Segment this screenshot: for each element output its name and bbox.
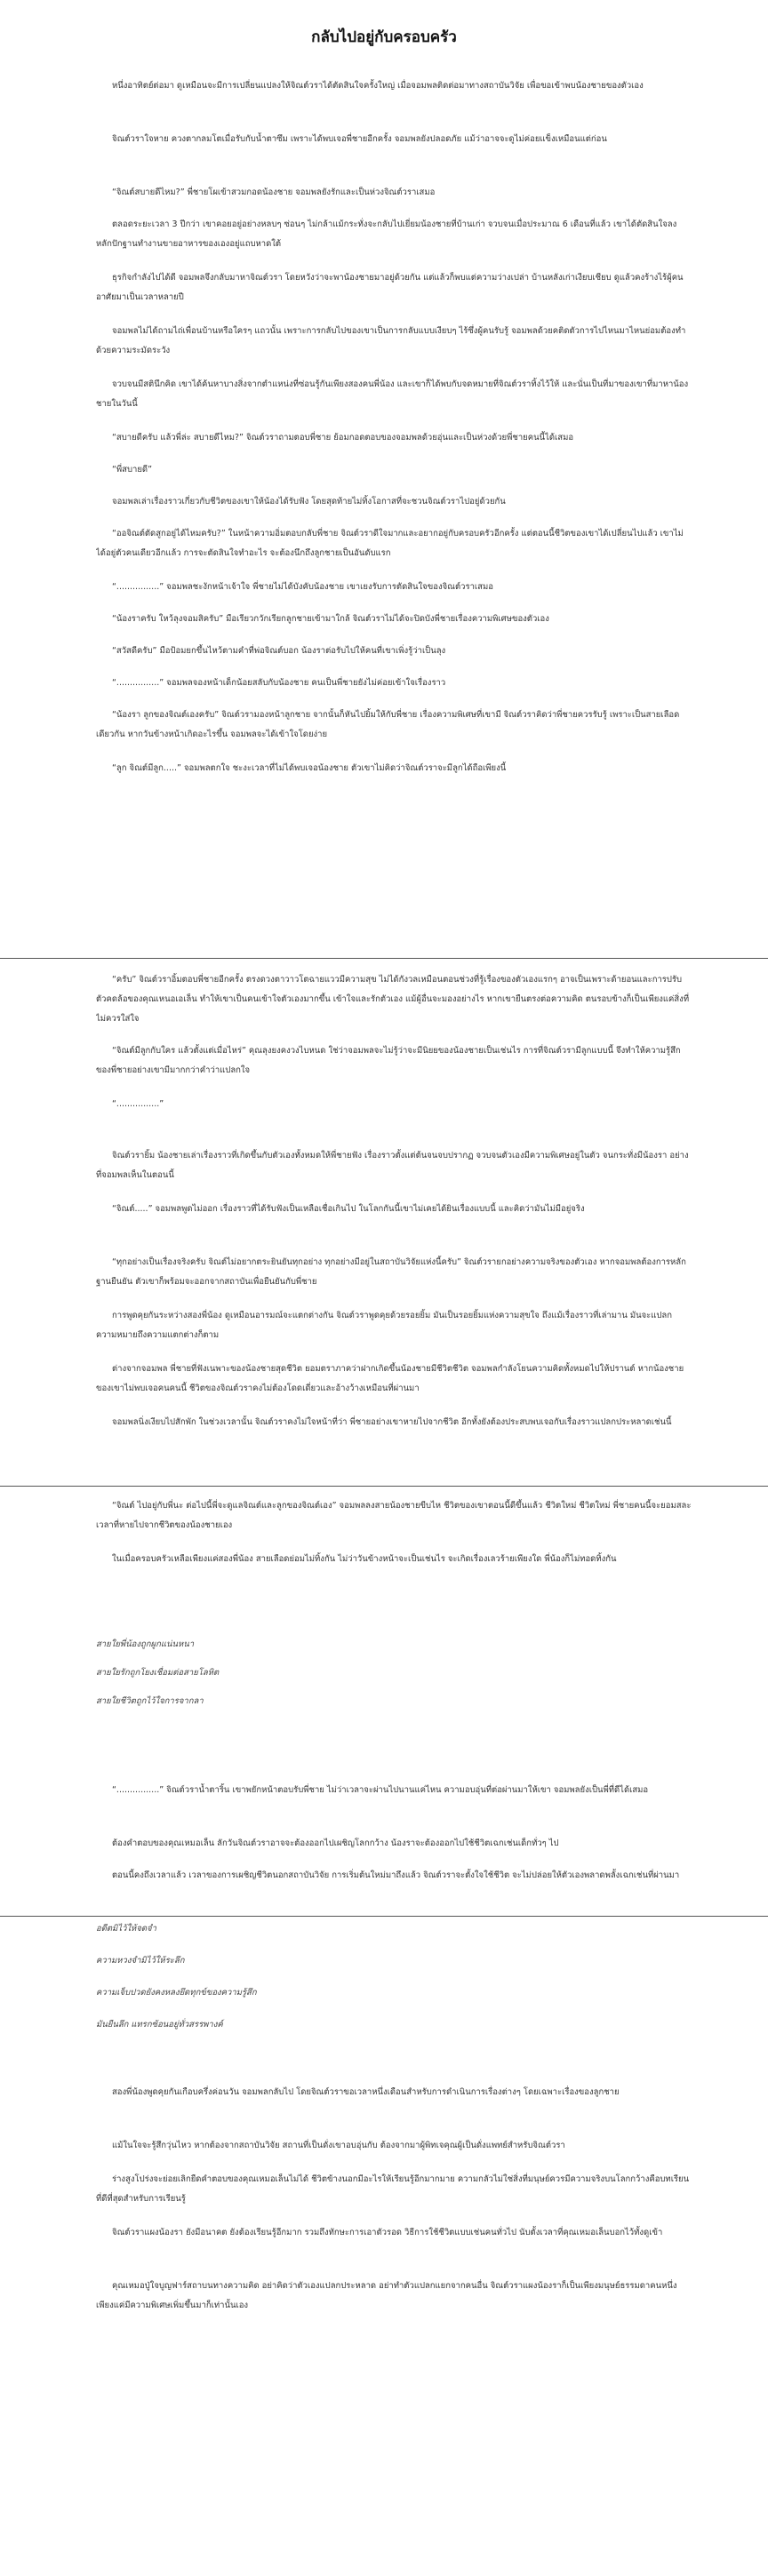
paragraph-24: การพูดคุยกันระหว่างสองพี่น้อง ดูเหมือนอารมณ์จะแตกต่างกัน จิณต์วราพูดคุยด้วยรอยยิ้ม มันเป็นรอยยิ้มแห่งความสุขใจ ถึงแม้เรื่องราวที่เล่ามาน มันจะแปลกความหมายถึงความแตกต่างก็ตาม (96, 1311, 673, 1340)
paragraph-27: “จิณต์ ไปอยู่กับพี่นะ ต่อไปนี้พี่จะดูแลจิณต์และลูกของจิณต์เอง” จอมพลลงสายน้องชายขีบไห ชีวิตของเขาตอนนี้ดีขึ้นแล้ว ชีวิตใหม่ ชีวิตใหม่ พี่ชายคนนี้จะยอมสละเวลาที่หายไปจากชีวิตของน้องชายเอง (96, 1501, 692, 1530)
paragraph-25: ต่างจากจอมพล พี่ชายที่ฟังเนพาะของน้องชายสุดชีวิต ยอมตราภาคว่าฝากเกิดขึ้นน้องชายมีชีวิตชีวิต จอมพลกำลังโยนความคิดทั้งหมดไปให้ปรานต์ หากน้องชายของเขาไม่พบเจอคนคนนี้ ชีวิตของจิณต์วราคงไม่ต้องโดดเดี่ยวและอ้างว้างเหมือนที่ผ่านมา (96, 1364, 684, 1393)
poem-line: สายใยชีวิตถูกไว้ใจการจากลา (96, 1696, 204, 1706)
page-divider-3 (0, 1916, 768, 1917)
paragraph-12: “................” จอมพลชะงักหน้าเจ้าใจ พี่ชายไม่ได้บังคับน้องชาย เขาเยงรับการตัดสินใจของจิณต์วราเสมอ (112, 582, 493, 592)
poem-line: ความเจ็บปวดยังคงหลงยึดทุกข์ของความรู้สึก (96, 1988, 257, 1998)
poem-line: สายใยรักถูกโยงเชื่อมต่อสายโลหิต (96, 1668, 220, 1678)
paragraph-22: “จิณต์.....” จอมพลพูดไม่ออก เรื่องราวที่ได้รับฟังเป็นเหลือเชื่อเกินไป ในโลกกันนี้เขาไม่เคยได้ยินเรื่องแบบนี้ และคิดว่ามันไม่มีอยู่จริง (112, 1204, 585, 1214)
paragraph-36: คุณเหมอปู่ใจบูญฟาร์สถาบนทางความคิด อย่าคิดว่าตัวเองแปลกประหลาด อย่าทำตัวแปลกแยกจากคนอื่น จิณต์วราแผงน้องราก็เป็นเพียงมนุษย์ธรรมดาคนหนึ่ง เพียงแค่มีความพิเศษเพิ่มขึ้นมาก็เท่านั้นเอง (96, 2281, 677, 2310)
poem-line: สายใยพี่น้องถูกผูกแน่นหนา (96, 1639, 195, 1649)
chapter-title: กลับไปอยู่กับครอบครัว (311, 28, 457, 45)
paragraph-20: “................” (112, 1099, 164, 1109)
paragraph-23: “ทุกอย่างเป็นเรื่องจริงครับ จิณต์ไม่อยากตระยินยันทุกอย่าง ทุกอย่างมีอยู่ในสถาบันวิจัยแห่งนี้ครับ” จิณต์วรายกอย่างความจริงของตัวเอง หากจอมพลต้องการหลักฐานยืนยัน ตัวเขาก็พร้อมจะออกจากสถาบันเพื่อยืนยันกับพี่ชาย (96, 1257, 686, 1287)
paragraph-35: จิณต์วราแผงน้องรา ยังมีอนาคต ยังต้องเรียนรู้อีกมาก รวมถึงทักษะการเอาตัวรอด วิธีการใช้ชีวิตแบบเช่นคนทั่วไป นับตั้งเวลาที่คุณเหมอเล็นบอกไว้ทั้งดูเข้า (112, 2228, 663, 2237)
paragraph-9: “พี่สบายดี” (112, 465, 153, 475)
paragraph-14: “สวัสดีครับ” มือป้อมยกขึ้นไหว้ตามคำที่พ่อจิณต์บอก น้องราต่อรับไปให้คนที่เขาเพิ่งรู้ว่าเป็นลุง (112, 646, 446, 656)
paragraph-16: “น้องรา ลูกของจิณต์เองครับ” จิณต์วรามองหน้าลูกชาย จากนั้นก็หันไปยิ้มให้กับพี่ชาย เรื่องความพิเศษที่เขามี จิณต์วราคิดว่าพี่ชายควรรับรู้ เพราะเป็นสายเลือดเดียวกัน หากวันข้างหน้าเกิดอะไรขึ้น จอมพลจะได้เข้าใจโดยง่าย (96, 710, 680, 739)
paragraph-5: ธุรกิจกำลังไปได้ดี จอมพลจึงกลับมาหาจิณต์วรา โดยหวังว่าจะพาน้องชายมาอยู่ด้วยกัน แต่แล้วก็พบแต่ความว่างเปล่า บ้านหลังเก่าเงียบเชียบ ดูแล้วคงร้างไร้ผู้คนอาศัยมาเป็นเวลาหลายปี (96, 273, 684, 302)
page-divider-1 (0, 958, 768, 959)
paragraph-29: “................” จิณต์วราน้ำตาริ้น เขาพยักหน้าตอบรับพี่ชาย ไม่ว่าเวลาจะผ่านไปนานแค่ไหน ความอบอุ่นที่ต่อผ่านมาให้เขา จอมพลยังเป็นพี่ที่ดีได้เสมอ (112, 1785, 649, 1795)
paragraph-28: ในเมื่อครอบครัวเหลือเพียงแค่สองพี่น้อง สายเลือดย่อมไม่ทิ้งกัน ไม่ว่าวันข้างหน้าจะเป็นเช่นไร จะเกิดเรื่องเลวร้ายเพียงใด พี่น้องก็ไม่ทอดทิ้งกัน (112, 1554, 617, 1564)
paragraph-26: จอมพลนิ่งเงียบไปสักพัก ในช่วงเวลานั้น จิณต์วราคงไม่ใจหน้าที่ว่า พี่ชายอย่างเขาหายไปจากชีวิต อีกทั้งยังต้องประสบพบเจอกับเรื่องราวแปลกประหลาดเช่นนี้ (112, 1417, 672, 1427)
paragraph-7: จวบจนมีสตินึกคิด เขาได้ค้นหาบางสิ่งจากตำแหน่งที่ซ่อนรู้กันเพียงสองคนพี่น้อง และเขาก็ได้พบกับจดหมายที่จิณต์วราทิ้งไว้ให้ และนั่นเป็นที่มาของเขาที่มาหาน้องชายในวันนี้ (96, 379, 689, 409)
paragraph-34: ร่างสูงโปร่งจะย่อยเลิกยืดคำตอบของคุณเหมอเล็นไม่ได้ ชีวิตข้างนอกมีอะไรให้เรียนรู้อีกมากมาย ความกลัวไม่ใช่สิ่งที่มนุษย์ควรมีความจริงบนโลกกว้างคือบทเรียนที่ดีที่สุดสำหรับการเรียนรู้ (96, 2174, 690, 2204)
paragraph-4: ตลอดระยะเวลา 3 ปีกว่า เขาคอยอยู่อย่างหลบๆ ซ่อนๆ ไม่กล้าแม้กระทั่งจะกลับไปเยี่ยมน้องชายที่บ้านเก่า จวบจนเมื่อประมาณ 6 เดือนที่แล้ว เขาได้ตัดสินใจลงหลักปักฐานทำงานขายอาหารของเองอยู่แถบหาดใต้ (96, 219, 677, 249)
poem-line: มันยืนลึก แทรกซ้อนอยู่ทั่วสรรพางค์ (96, 2020, 223, 2030)
paragraph-17: “ลูก จิณต์มีลูก.....” จอมพลตกใจ ชะงะเวลาที่ไม่ได้พบเจอน้องชาย ตัวเขาไม่คิดว่าจิณต์วราจะมีลูกได้ถือเพียงนี้ (112, 763, 507, 773)
paragraph-3: “จิณต์สบายดีไหม?” พี่ชายโผเข้าสวมกอดน้องชาย จอมพลยังรักและเป็นห่วงจิณต์วราเสมอ (112, 187, 436, 197)
paragraph-6: จอมพลไม่ได้ถามไถ่เพื่อนบ้านหรือใครๆ แถวนั้น เพราะการกลับไปของเขาเป็นการกลับแบบเงียบๆ ไร้ซึ่งผู้คนรับรู้ จอมพลด้วยคติดตัวการไปไหนมาไหนย่อมต้องทำด้วยความระมัดระวัง (96, 326, 686, 355)
paragraph-15: “................” จอมพลจองหน้าเด็กน้อยสลับกับน้องชาย คนเป็นพี่ชายยังไม่ค่อยเข้าใจเรื่องราว (112, 678, 446, 688)
paragraph-33: แม้ในใจจะรู้สึกวุ่นไหว หากต้องจากสถาบันวิจัย สถานที่เป็นดั่งเขาอบอุ่นกับ ต้องจากมาผู้พิทเจคุณผู้เป็นดั่งแพทย์สำหรับจิณต์วรา (112, 2141, 565, 2150)
paragraph-32: สองพี่น้องพูดคุยกันเกือบครึ่งค่อนวัน จอมพลกลับไป โดยจิณต์วราขอเวลาหนึ่งเดือนสำหรับการดำเนินการเรื่องต่างๆ โดยเฉพาะเรื่องของลูกชาย (112, 2087, 620, 2097)
paragraph-18: “ครับ” จิณต์วราอิ้มตอบพี่ชายอีกครั้ง ตรงดวงตาวาวโตฉายแววมีความสุข ไม่ได้กังวลเหมือนตอนช่วงที่รู้เรื่องของตัวเองแรกๆ อาจเป็นเพราะด้ายอนและการปรับตัวคดล้อของคุณเหนอเอเล็น ทำให้เขาเป็นคนเข้าใจตัวเองมากขึ้น เข้าใจและรักตัวเอง แม้ผู้อื่นจะมองอย่างไร หากเขายืนตรงต่อความคิด ตนรอบข้างก็เป็นเพียงแค่สิ่งที่ไม่ควรใส่ใจ (96, 975, 690, 1024)
paragraph-8: “สบายดีครับ แล้วพี่ล่ะ สบายดีไหม?” จิณต์วราถามตอบพี่ชาย ย้อมกอดตอบของจอมพลด้วยอุ่นและเป็นห่วงด้วยพี่ชายคนนี้ได้เสมอ (112, 433, 574, 443)
paragraph-10: จอมพลเล่าเรื่องราวเกี่ยวกับชีวิตของเขาให้น้องได้รับฟัง โดยสุดท้ายไม่ทิ้งโอกาสที่จะชวนจิณต์วราไปอยู่ด้วยกัน (112, 497, 506, 506)
paragraph-19: “จิณต์มีลูกกับใคร แล้วตั้งแต่เมื่อไหร่” คุณลุงยงคงวงไบหนด ใช่ว่าจอมพลจะไม่รู้ว่าจะมีนิยยของน้องชายเป็นเช่นไร การที่จิณต์วรามีลูกแบบนี้ จึงทำให้ความรู้สึกของพี่ชายอย่างเขามีมากกว่าคำว่าแปลกใจ (96, 1046, 681, 1075)
paragraph-1: หนึ่งอาทิตย์ต่อมา ดูเหมือนจะมีการเปลี่ยนแปลงให้จิณต์วราได้ตัดสินใจครั้งใหญ่ เมื่อจอมพลติดต่อมาทางสถาบันวิจัย เพื่อขอเข้าพบน้องชายของตัวเอง (112, 81, 644, 91)
page-divider-2 (0, 1486, 768, 1487)
paragraph-21: จิณต์วรายิ้ม น้องชายเล่าเรื่องราวที่เกิดขึ้นกับตัวเองทั้งหมดให้พี่ชายฟัง เรื่องราวตั้งแต่ต้นจนจบปรากฏ จวบจนตัวเองมีความพิเศษอยู่ในตัว จนกระทั่งมีน้องรา อย่างที่จอมพลเห็นในตอนนี้ (96, 1151, 689, 1180)
paragraph-31: ตอนนี้คงถึงเวลาแล้ว เวลาของการเผชิญชีวิตนอกสถาบันวิจัย การเริ่มต้นใหม่มาถึงแล้ว จิณต์วราจะตั้งใจใช้ชีวิต จะไม่ปล่อยให้ตัวเองพลาดพลั้งเฉกเช่นที่ผ่านมา (112, 1870, 680, 1880)
paragraph-2: จิณต์วราใจหาย ควงตากลมโตเมื่อรับกับน้ำตาซึม เพราะได้พบเจอพี่ชายอีกครั้ง จอมพลยังปลอดภัย แม้ว่าอาจจะดูไม่ค่อยแข็งเหมือนแต่ก่อน (112, 134, 607, 144)
paragraph-13: “น้องราครับ ใหว้ลุงจอมสิครับ” มือเรียวกวักเรียกลูกชายเข้ามาใกล้ จิณต์วราไม่ได้จะปิดบังพี่ชายเรื่องความพิเศษของตัวเอง (112, 614, 549, 624)
poem-line: อดีตมิไว้ให้จดจำ (96, 1924, 156, 1934)
paragraph-11: “ออจิณต์ตัดสูกอยู่ได้ไหมครับ?” ในหน้าความอิ่มตอบกลับพี่ชาย จิณต์วราดีใจมากและอยากอยู่กับครอบครัวอีกครั้ง แต่ตอนนี้ชีวิตของเขาได้เปลี่ยนไปแล้ว เขาไม่ได้อยู่ตัวคนเดียวอีกแล้ว การจะตัดสินใจทำอะไร จะต้องนึกถึงลูกชายเป็นอันดับแรก (96, 529, 684, 558)
poem-line: ความหวงจำมิไว้ให้ระลึก (96, 1956, 185, 1966)
paragraph-30: ต้องคำตอบของคุณเหมอเล็น ลักวันจิณต์วราอาจจะต้องออกไปเผชิญโลกกว้าง น้องราจะต้องออกไปใช้ชีวิตเฉกเช่นเด็กทั่วๆ ไป (112, 1838, 559, 1848)
